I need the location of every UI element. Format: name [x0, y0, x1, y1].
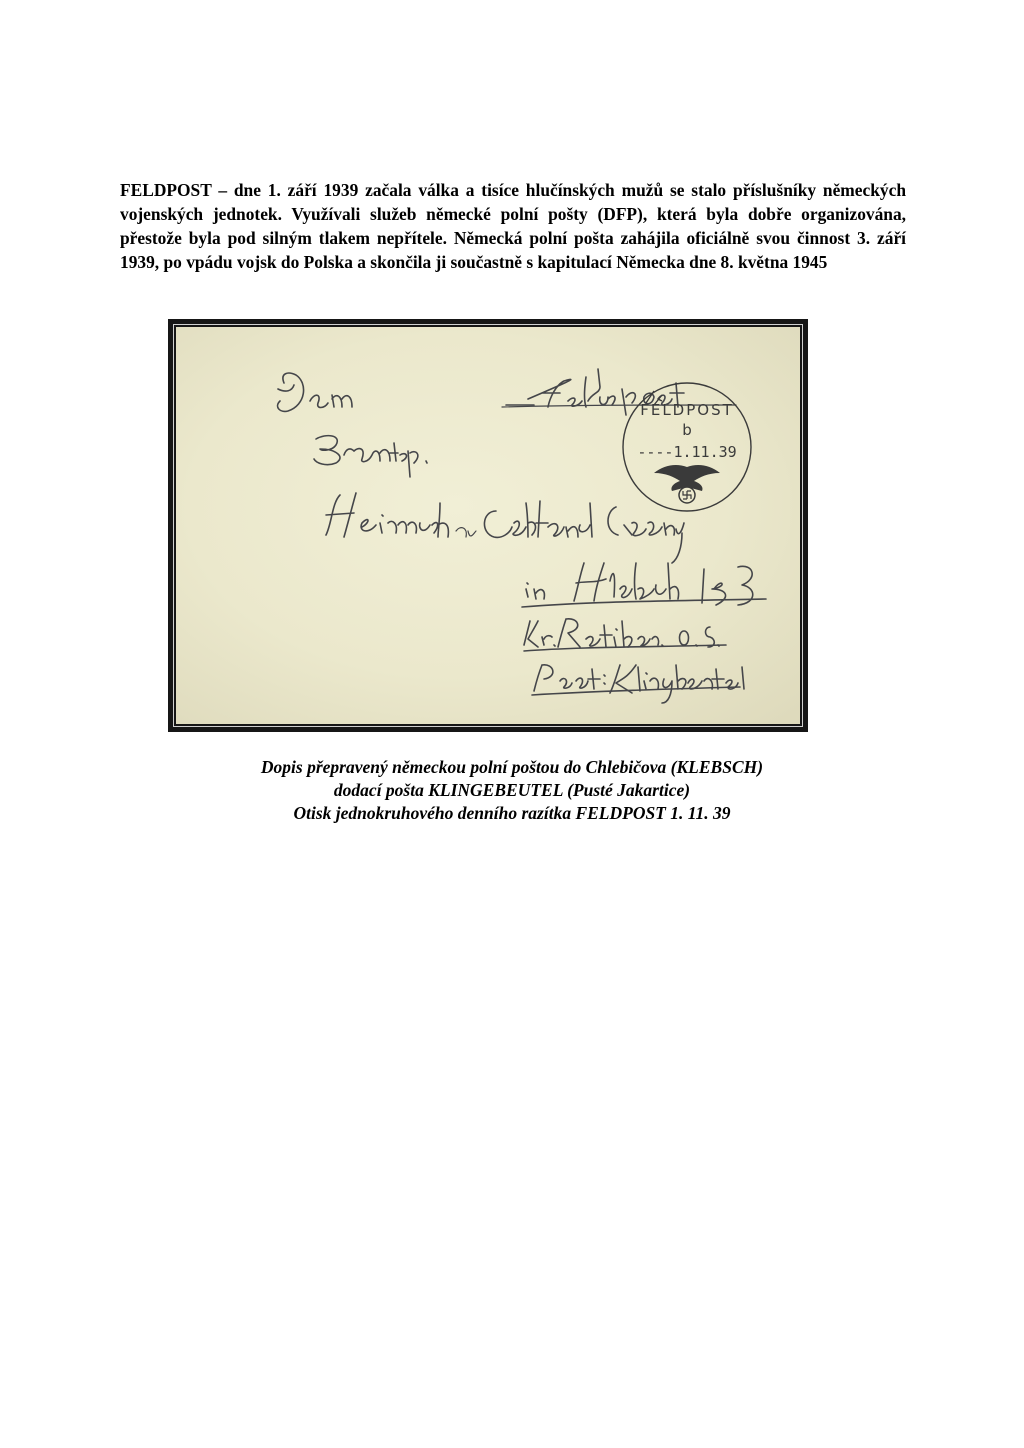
intro-paragraph: FELDPOST – dne 1. září 1939 začala válka a tisíce hlučínských mužů se stalo příslušníky německých vojenských jednotek. Využívali služeb německé polní pošty (DFP), která byla dobře organizována, přestože byla pod silným tlakem nepřítele. Německá polní pošta zahájila oficiálně svou činnost 3. září 1939, po vpádu vojsk do Polska a skončila ji součastně s kapitulací Německa dne 8. května 1945	[120, 180, 906, 272]
feldpost-postmark	[623, 383, 751, 511]
postmark-ring-text: FELDPOST	[640, 401, 734, 419]
postmark-letter: b	[682, 421, 692, 439]
envelope-image	[176, 327, 800, 724]
handwriting-dem	[278, 373, 352, 411]
envelope-drawing	[176, 327, 800, 724]
eagle-emblem-icon	[654, 465, 720, 503]
caption-line-2: dodací pošta KLINGEBEUTEL (Pusté Jakartice)	[333, 780, 691, 800]
handwriting-recipient	[326, 493, 684, 563]
handwriting-village	[522, 563, 766, 607]
handwriting-brantsp	[314, 436, 427, 477]
caption	[120, 756, 904, 825]
postmark-date: ----1.11.39	[637, 443, 737, 461]
handwriting-post	[532, 665, 744, 703]
caption-line-3: Otisk jednokruhového denního razítka FELDPOST 1. 11. 39	[293, 803, 731, 823]
handwriting-district	[524, 619, 726, 651]
caption-line-1: Dopis přepravený německou polní poštou do Chlebičova (KLEBSCH)	[260, 757, 764, 777]
